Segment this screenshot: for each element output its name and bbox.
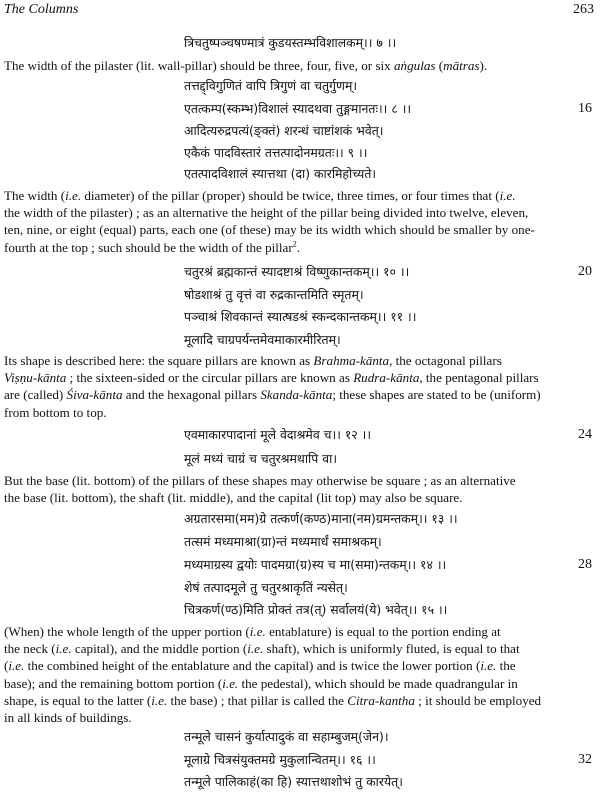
sanskrit-verse: त्रिचतुष्पञ्चषण्मात्रं कुडयस्तम्भविशालकम्।। ७ ।।	[184, 35, 397, 50]
translation-line: But the base (lit. bottom) of the pillars of these shapes may otherwise be square ; as an alternative	[4, 473, 516, 488]
translation-line: shape, is equal to the latter (i.e. the base) ; that pillar is called the Citra-kantha ; it should be employed	[4, 692, 542, 708]
translation-line: base); and the remaining bottom portion (i.e. the pedestal), which should be made quadrangular in	[4, 675, 518, 691]
line-number: 20	[578, 264, 592, 279]
sanskrit-verse: तत्तद्द्विगुणितं वापि त्रिगुणं वा चतुर्गुणम्।	[184, 78, 358, 93]
sanskrit-verse: मध्यमाग्रस्य द्वयोः पादमग्रा(ग्र)स्य च मा(समा)न्तकम्।। १४ ।।	[184, 557, 447, 572]
sanskrit-verse: तत्समं मध्यमाश्रा(ग्रा)न्तं मध्यमार्धं समाश्रकम्।	[184, 534, 382, 549]
sanskrit-verse: षोडशाश्रं तु वृत्तं वा रुद्रकान्तमिति स्मृतम्।	[184, 287, 364, 302]
line-number: 24	[578, 427, 592, 442]
translation-paragraph	[4, 187, 594, 256]
sanskrit-verse: एतत्कम्प(स्कम्भ)विशालं स्यादथवा तुङ्गमानतः।। ८ ।।	[184, 101, 412, 116]
translation-line: in all kinds of buildings.	[4, 710, 132, 726]
translation-line: (When) the whole length of the upper portion (i.e. entablature) is equal to the portion ending at	[4, 624, 501, 639]
translation-line: The width of the pilaster (lit. wall-pillar) should be three, four, five, or six aṅgulas (mātras).	[4, 58, 488, 73]
page-number: 263	[573, 2, 594, 17]
translation-line: The width (i.e. diameter) of the pillar (proper) should be twice, three times, or four times that (i.e.	[4, 188, 516, 203]
sanskrit-verse: तन्मूले पालिकाहं(का हि) स्यात्तथाशोभं तु कारयेत्।	[184, 774, 403, 789]
translation-line: from bottom to top.	[4, 404, 107, 420]
translation-line: are (called) Śiva-kānta and the hexagonal pillars Skanda-kānta; these shapes are stated to be (uniform)	[4, 387, 541, 403]
sanskrit-verse: अग्रतारसमा(मम)ग्रे तत्कर्ण(कण्ठ)माना(नम)ग्रमन्तकम्।। १३ ।।	[184, 511, 458, 526]
sanskrit-verse: पञ्चाश्रं शिवकान्तं स्यात्षडश्रं स्कन्दकान्तकम्।। ११ ।।	[184, 309, 417, 324]
translation-line: (i.e. the combined height of the entablature and the capital) and is twice the lower portion (i.e. the	[4, 658, 516, 674]
sanskrit-verse: आदित्यरुद्रपत्यं(ङ्क्तं) शरन्धं चाष्टांशकं भवेत्।	[184, 123, 384, 138]
translation-line: the neck (i.e. capital), and the middle portion (i.e. shaft), which is uniformly fluted, is equal to that	[4, 641, 520, 657]
sanskrit-verse: चतुरश्रं ब्रह्मकान्तं स्यादष्टाश्रं विष्णुकान्तकम्।। १० ।।	[184, 264, 410, 279]
sanskrit-verse: मूलादि चाग्रपर्यन्तमेवमाकारमीरितम्।	[184, 332, 341, 347]
sanskrit-verse: मूलाग्रे चित्रसंयुक्तमग्रे मुकुलान्वितम्।। १६ ।।	[184, 752, 376, 767]
translation-paragraph	[4, 623, 594, 726]
translation-line: Viṣṇu-kānta ; the sixteen-sided or the circular pillars are known as Rudra-kānta, the pentagonal pillars	[4, 370, 539, 386]
translation-line: the width of the pilaster) ; as an alternative the height of the pillar being divided into twelve, eleven,	[4, 205, 529, 221]
translation-paragraph	[4, 352, 594, 421]
sanskrit-verse: एकैकं पादविस्तारं तत्तत्पादोनमग्रतः।। ९ ।।	[184, 145, 368, 160]
page-header	[4, 2, 594, 22]
sanskrit-verse: शेषं तत्पादमूले तु चतुरश्राकृतिं न्यसेत्।	[184, 580, 348, 595]
sanskrit-verse: तन्मूले चासनं कुर्यात्पादुकं वा सहाम्बुजम्(जेन)।	[184, 729, 389, 744]
translation-line: ten, nine, or eight (equal) parts, each one (of these) may be its width which should be smaller by one-	[4, 222, 535, 238]
line-number: 16	[578, 101, 592, 116]
sanskrit-verse: एतत्पादविशालं स्यात्तथा (दा) कारमिहोच्यते।	[184, 166, 377, 181]
translation-line: Its shape is described here: the square pillars are known as Brahma-kānta, the octagonal pillars	[4, 353, 502, 368]
translation-line: the base (lit. bottom), the shaft (lit. middle), and the capital (lit top) may also be square.	[4, 490, 463, 506]
translation-paragraph	[4, 472, 594, 506]
line-number: 28	[578, 557, 592, 572]
translation-line: fourth at the top ; such should be the width of the pillar$^2$.	[4, 239, 301, 255]
running-title: The Columns	[4, 2, 79, 17]
sanskrit-verse: मूलं मध्यं चाग्रं च चतुरश्रमथापि वा।	[184, 451, 338, 466]
sanskrit-verse: चित्रकर्ण(ण्ठ)मिति प्रोक्तं तत्र(त्) सर्वालयं(ये) भवेत्।। १५ ।।	[184, 602, 448, 617]
sanskrit-verse: एवमाकारपादानां मूले वेदाश्रमेव च।। १२ ।।	[184, 427, 372, 442]
line-number: 32	[578, 752, 592, 767]
translation-paragraph	[4, 57, 594, 74]
